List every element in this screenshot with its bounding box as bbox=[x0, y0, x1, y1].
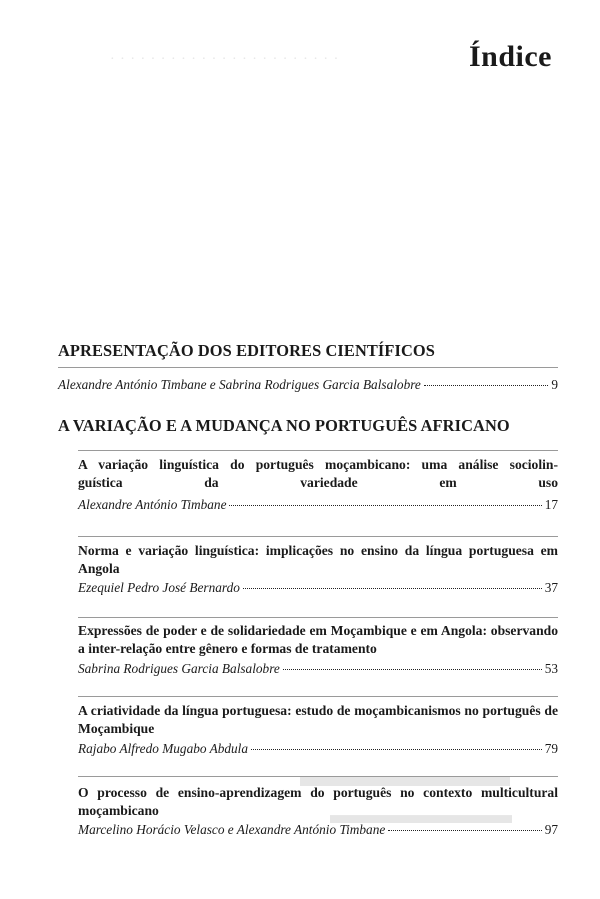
dot-leader bbox=[251, 749, 542, 750]
toc-entry[interactable] bbox=[78, 822, 558, 838]
entry-title[interactable]: Expressões de poder e de solidariedade em Moçambique e em Angola: observando a inter-relação entre gênero e formas de tratamento bbox=[78, 623, 558, 656]
entry-title[interactable]: O processo de ensino-aprendizagem do português no contexto multicultural moçambicano bbox=[78, 785, 558, 818]
entry-divider bbox=[78, 776, 558, 777]
entry-authors: Alexandre António Timbane bbox=[78, 497, 227, 512]
page-title: Índice bbox=[468, 40, 552, 73]
entry-title[interactable]: A criatividade da língua portuguesa: estudo de moçambicanismos no português de Moçambique bbox=[78, 703, 558, 736]
entry-page: 79 bbox=[544, 741, 558, 756]
entry-page: 9 bbox=[551, 377, 558, 392]
toc-entry[interactable] bbox=[78, 497, 558, 513]
entry-title[interactable]: A variação linguística do português moçambicano: uma análise sociolin- guística da variedade em uso bbox=[78, 457, 558, 490]
dot-leader bbox=[424, 385, 549, 386]
entry-authors: Alexandre António Timbane e Sabrina Rodrigues Garcia Balsalobre bbox=[58, 377, 421, 392]
show-through-text: ▬▬▬▬▬▬▬ bbox=[300, 760, 510, 793]
toc-entry[interactable] bbox=[78, 661, 558, 677]
toc-entry[interactable] bbox=[78, 741, 558, 757]
dot-leader bbox=[229, 505, 541, 506]
entry-divider bbox=[78, 617, 558, 618]
entry-page: 97 bbox=[544, 822, 558, 837]
entry-authors: Marcelino Horácio Velasco e Alexandre António Timbane bbox=[78, 822, 386, 837]
toc-entry-editors[interactable] bbox=[58, 377, 558, 393]
section-heading-variation: A VARIAÇÃO E A MUDANÇA NO PORTUGUÊS AFRICANO bbox=[58, 416, 510, 435]
section-heading-editors: APRESENTAÇÃO DOS EDITORES CIENTÍFICOS bbox=[58, 341, 435, 360]
entry-page: 17 bbox=[544, 497, 558, 512]
entry-authors: Rajabo Alfredo Mugabo Abdula bbox=[78, 741, 249, 756]
entry-authors: Sabrina Rodrigues Garcia Balsalobre bbox=[78, 661, 280, 676]
show-through-text: ▬▬▬▬▬▬▬ bbox=[330, 800, 512, 829]
toc-entry[interactable] bbox=[78, 580, 558, 596]
show-through-text: · · · · · · · · · · · · · · · · · · · · · · · bbox=[110, 52, 340, 67]
entry-divider bbox=[78, 450, 558, 451]
entry-page: 37 bbox=[544, 580, 558, 595]
entry-divider bbox=[78, 536, 558, 537]
dot-leader bbox=[243, 588, 542, 589]
entry-title[interactable]: Norma e variação linguística: implicações no ensino da língua portuguesa em Angola bbox=[78, 543, 558, 576]
dot-leader bbox=[283, 669, 542, 670]
entry-authors: Ezequiel Pedro José Bernardo bbox=[78, 580, 240, 595]
entry-divider bbox=[78, 696, 558, 697]
section-divider bbox=[58, 367, 558, 368]
dot-leader bbox=[388, 830, 541, 831]
entry-page: 53 bbox=[544, 661, 558, 676]
